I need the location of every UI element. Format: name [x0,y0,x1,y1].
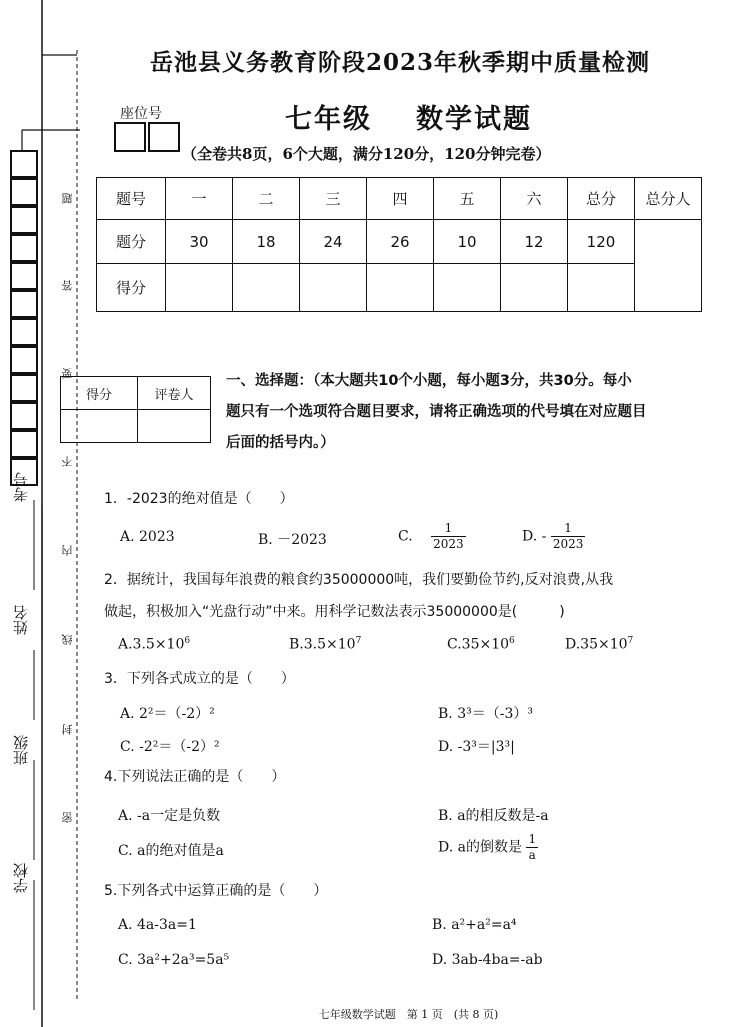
q2-option-a[interactable]: $A.3.5\times 10^6$ [118,636,191,653]
q1-option-c-prefix: C. [398,528,413,545]
score-cell[interactable] [367,264,434,312]
page-footer: 七年级数学试题 第 1 页 (共 8 页) [318,1008,499,1021]
seal-char: 不 [61,456,74,467]
q1-option-d-fraction: $\frac{1}{2023}$ [552,521,584,551]
points-cell: 12 [501,220,568,264]
score-table [96,177,702,312]
score-cell[interactable] [568,264,635,312]
question-4-stem: 4.下列说法正确的是（ ） [104,769,286,785]
score-cell[interactable] [434,264,501,312]
section-1-instructions: 后面的括号内。） [226,435,335,451]
q1-option-a[interactable]: A. 2023 [120,529,175,545]
exam-id-box-6[interactable] [10,290,38,318]
question-1-stem: 1．-2023的绝对值是（ ） [104,491,294,507]
col-header: 一 [166,178,233,220]
q3-option-c[interactable]: C. -2²＝（-2）² [120,739,220,755]
total-scorer-header: 总分人 [635,178,702,220]
q5-option-b[interactable]: B. a²+a²=a⁴ [432,917,517,933]
exam-title: 岳池县义务教育阶段2023年秋季期中质量检测 [150,49,651,76]
seal-char: 内 [61,545,74,556]
q5-option-a[interactable]: A. 4a-3a=1 [118,917,197,933]
exam-id-box-8[interactable] [10,346,38,374]
points-cell: 18 [233,220,300,264]
q1-option-d-prefix: D. - [522,528,547,545]
seat-number-label: 座位号 [120,106,162,122]
points-cell: 10 [434,220,501,264]
grader-reviewer-label: 评卷人 [138,377,211,410]
seal-char: 要 [61,368,74,379]
score-cell[interactable] [300,264,367,312]
q2-option-b[interactable]: $B.3.5\times 10^7$ [289,636,362,653]
q3-option-a[interactable]: A. 2²＝（-2）² [120,706,215,722]
section-1-instructions: 题只有一个选项符合题目要求，请将正确选项的代号填在对应题目 [226,404,647,420]
col-header: 三 [300,178,367,220]
section-1-title: 一、选择题： [226,373,313,389]
q1-option-c[interactable] [398,521,466,552]
points-cell: 30 [166,220,233,264]
exam-number-label: 考号 [12,472,30,502]
seal-char: 封 [61,724,74,735]
exam-id-box-5[interactable] [10,262,38,290]
grader-score-cell[interactable] [61,410,138,443]
q4-option-d-fraction: $\frac{1}{a}$ [528,832,537,862]
col-header: 六 [501,178,568,220]
q2-option-c[interactable]: $C.35\times 10^6$ [447,636,515,653]
exam-id-box-4[interactable] [10,234,38,262]
seal-char: 题 [61,193,74,204]
score-cell[interactable] [501,264,568,312]
score-cell[interactable] [166,264,233,312]
subject-label: 数学试题 [416,104,532,135]
col-header: 二 [233,178,300,220]
seal-char: 答 [61,280,74,291]
seat-box-1[interactable] [114,122,146,152]
row-label-number: 题号 [97,178,166,220]
q1-option-c-fraction: $\frac{1}{2023}$ [433,521,464,551]
exam-id-box-7[interactable] [10,318,38,346]
q5-option-c[interactable]: C. 3a²+2a³=5a⁵ [118,952,230,968]
score-cell[interactable] [233,264,300,312]
exam-id-box-9[interactable] [10,374,38,402]
grader-reviewer-cell[interactable] [138,410,211,443]
q1-option-b[interactable]: B. －2023 [258,532,327,548]
school-label: 学校 [12,863,30,893]
seal-char: 线 [61,634,74,645]
name-label: 姓名 [12,605,30,635]
q4-option-c[interactable]: C. a的绝对值是a [118,843,224,859]
exam-id-box-1[interactable] [10,150,38,178]
total-scorer-cell[interactable] [635,220,702,312]
class-label: 班级 [12,735,30,765]
points-cell: 24 [300,220,367,264]
seat-box-2[interactable] [148,122,180,152]
exam-id-box-2[interactable] [10,178,38,206]
q3-option-d[interactable]: D. -3³＝|3³| [438,739,515,755]
q4-option-b[interactable]: B. a的相反数是-a [438,808,549,824]
q4-option-d[interactable]: D. a的倒数是 $\frac{1}{a}$ [438,832,537,862]
points-cell: 120 [568,220,635,264]
col-header: 五 [434,178,501,220]
grader-score-label: 得分 [61,377,138,410]
exam-id-box-11[interactable] [10,430,38,458]
question-3-stem: 3．下列各式成立的是（ ） [104,671,295,687]
q2-option-d[interactable]: $D.35\times 10^7$ [565,636,634,653]
exam-info: （全卷共8页，6个大题，满分120分，120分钟完卷） [182,145,551,163]
question-5-stem: 5.下列各式中运算正确的是（ ） [104,883,328,899]
q4-option-a[interactable]: A. -a一定是负数 [118,808,221,824]
grader-table [60,376,211,443]
col-header: 总分 [568,178,635,220]
points-cell: 26 [367,220,434,264]
q5-option-d[interactable]: D. 3ab-4ba=-ab [432,952,543,968]
seal-char: 密 [61,812,74,823]
q1-option-d[interactable] [522,521,585,552]
row-label-points: 题分 [97,220,166,264]
question-2-stem: 做起，积极加入“光盘行动”中来。用科学记数法表示35000000是( ) [104,604,565,620]
exam-subtitle [0,97,747,136]
row-label-score: 得分 [97,264,166,312]
exam-id-box-10[interactable] [10,402,38,430]
q3-option-b[interactable]: B. 3³＝（-3）³ [438,706,533,722]
section-1-instructions: （本大题共10个小题，每小题3分，共30分。每小 [313,373,632,389]
col-header: 四 [367,178,434,220]
exam-id-box-3[interactable] [10,206,38,234]
section-1-heading [226,366,726,459]
question-2-stem: 2．据统计，我国每年浪费的粮食约35000000吨，我们要勤俭节约,反对浪费,从我 [104,572,614,588]
grade-label: 七年级 [285,104,372,135]
